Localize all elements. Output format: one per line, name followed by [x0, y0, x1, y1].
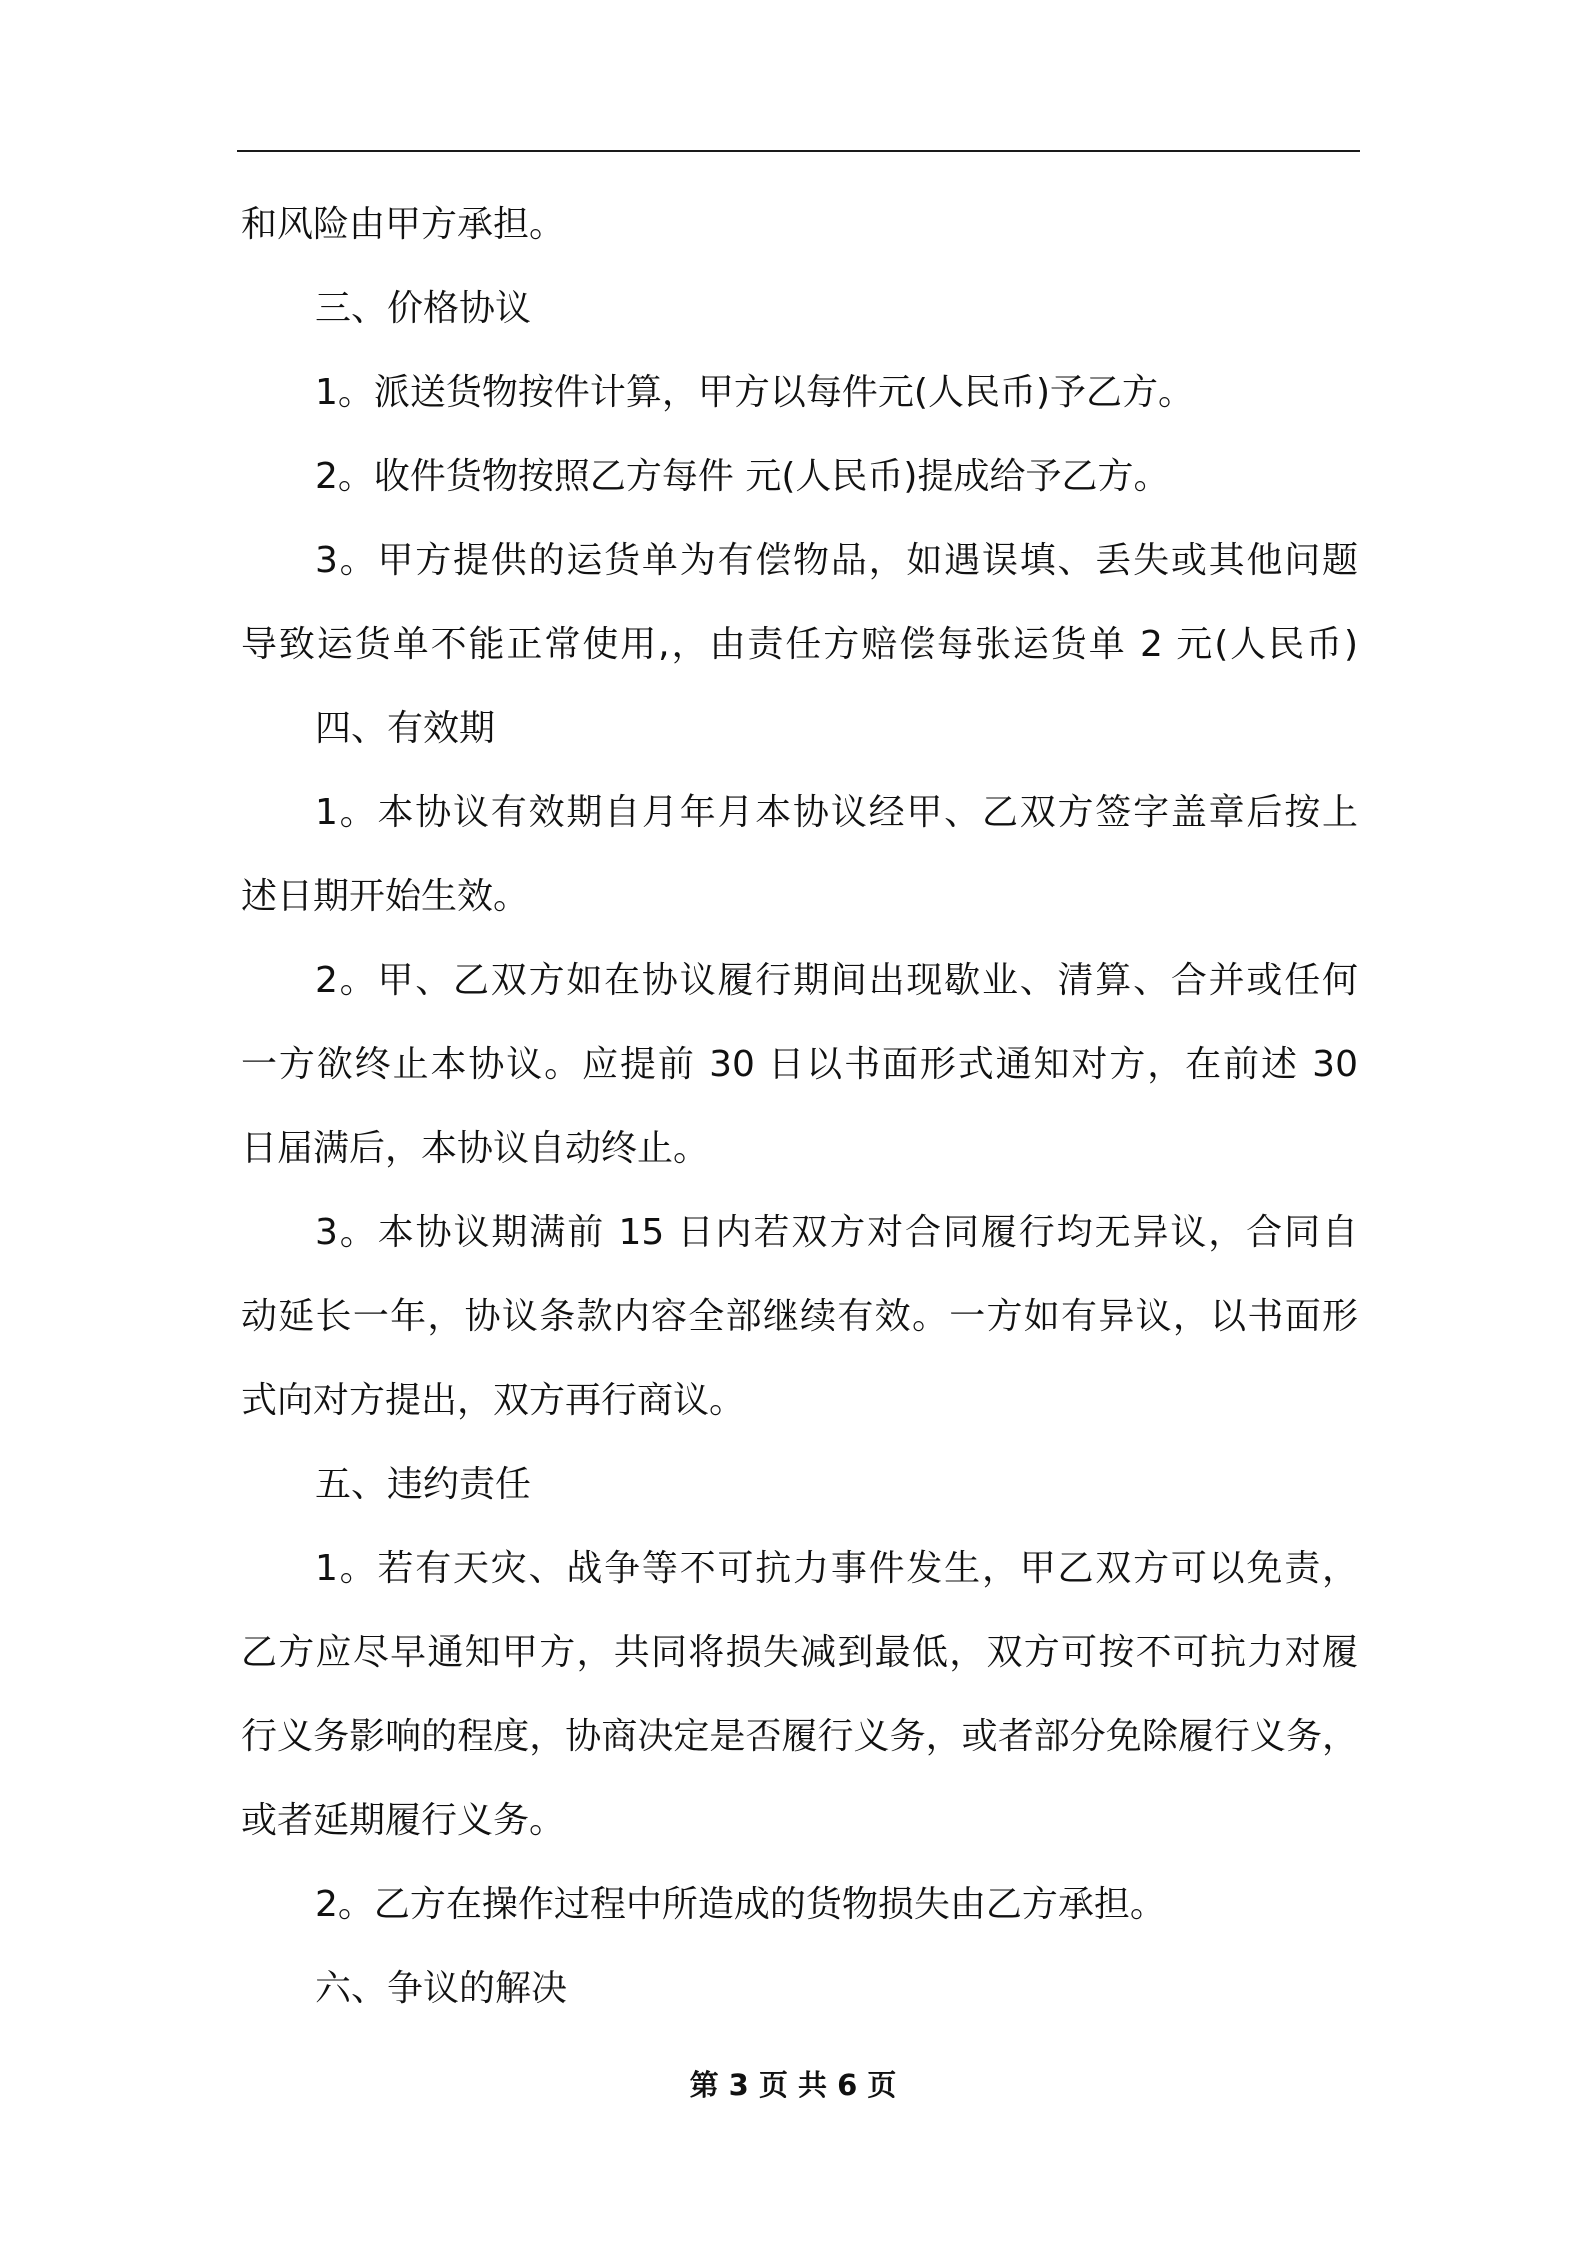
- clause-line: 2。收件货物按照乙方每件 元(人民币)提成给予乙方。: [315, 456, 1170, 497]
- clause-line: 1。若有天灾、战争等不可抗力事件发生，甲乙双方可以免责，: [315, 1548, 1358, 1589]
- paragraph-continuation: 和风险由甲方承担。: [241, 204, 566, 245]
- section-heading-price: 三、价格协议: [315, 288, 532, 329]
- section-heading-dispute: 六、争议的解决: [315, 1968, 568, 2009]
- clause-line: 导致运货单不能正常使用,，由责任方赔偿每张运货单 2 元(人民币): [241, 624, 1358, 665]
- clause-line: 2。乙方在操作过程中所造成的货物损失由乙方承担。: [315, 1884, 1166, 1925]
- page-number-footer: 第 3 页 共 6 页: [689, 2068, 897, 2102]
- clause-line: 3。本协议期满前 15 日内若双方对合同履行均无异议，合同自: [315, 1212, 1358, 1253]
- clause-line: 式向对方提出，双方再行商议。: [241, 1380, 746, 1421]
- clause-line: 一方欲终止本协议。应提前 30 日以书面形式通知对方，在前述 30: [241, 1044, 1358, 1085]
- clause-line: 动延长一年，协议条款内容全部继续有效。一方如有异议，以书面形: [241, 1296, 1358, 1337]
- clause-line: 乙方应尽早通知甲方，共同将损失减到最低，双方可按不可抗力对履: [241, 1632, 1358, 1673]
- clause-line: 1。本协议有效期自月年月本协议经甲、乙双方签字盖章后按上: [315, 792, 1358, 833]
- document-body: [241, 200, 1358, 2048]
- header-rule: [237, 150, 1360, 152]
- clause-line: 或者延期履行义务。: [241, 1800, 566, 1841]
- section-heading-validity: 四、有效期: [315, 708, 496, 749]
- clause-line: 日届满后，本协议自动终止。: [241, 1128, 710, 1169]
- clause-line: 2。甲、乙双方如在协议履行期间出现歇业、清算、合并或任何: [315, 960, 1358, 1001]
- clause-line: 行义务影响的程度，协商决定是否履行义务，或者部分免除履行义务，: [241, 1716, 1358, 1757]
- clause-line: 1。派送货物按件计算，甲方以每件元(人民币)予乙方。: [315, 372, 1194, 413]
- clause-line: 述日期开始生效。: [241, 876, 530, 917]
- section-heading-breach: 五、违约责任: [315, 1464, 532, 1505]
- clause-line: 3。甲方提供的运货单为有偿物品，如遇误填、丢失或其他问题: [315, 540, 1358, 581]
